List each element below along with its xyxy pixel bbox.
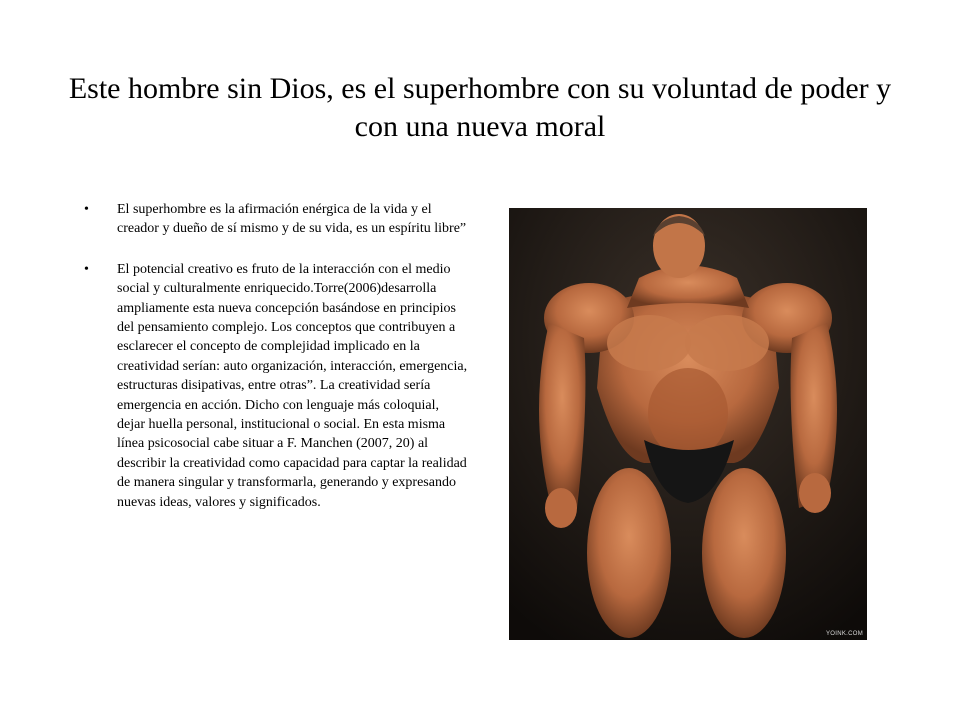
bullet-text: El superhombre es la afirmación enérgica de la vida y el creador y dueño de sí mismo y de su vida, es un espíritu libre” [117, 202, 467, 237]
list-item [80, 260, 470, 512]
slide-title: Este hombre sin Dios, es el superhombre con su voluntad de poder y con una nueva moral [68, 72, 892, 143]
bullet-marker: • [84, 261, 89, 277]
bullet-list [80, 200, 470, 533]
bodybuilder-figure [509, 208, 867, 640]
bullet-text: El potencial creativo es fruto de la interacción con el medio social y culturalmente enriquecido.Torre(2006)desarrolla ampliamente esta nueva concepción basándose en principios del pensamiento complejo. Los conceptos que contribuyen a esclarecer el concepto de complejidad implicado en la creatividad serían: auto organización, interacción, emergencia, estructuras disipativas, entre otras”. La creatividad sería emergencia en acción. Dicho con lenguaje más coloquial, dejar huella personal, institucional o social. En esta misma línea psicosocial cabe situar a F. Manchen (2007, 20) al describir la creatividad como capacidad para captar la realidad de manera singular y transformarla, generando y expresando nuevas ideas, valores y significados. [117, 261, 468, 510]
bodybuilder-photo [509, 208, 867, 640]
bullet-marker: • [84, 202, 89, 217]
photo-watermark: YOINK.COM [825, 631, 863, 637]
list-item [80, 200, 470, 239]
